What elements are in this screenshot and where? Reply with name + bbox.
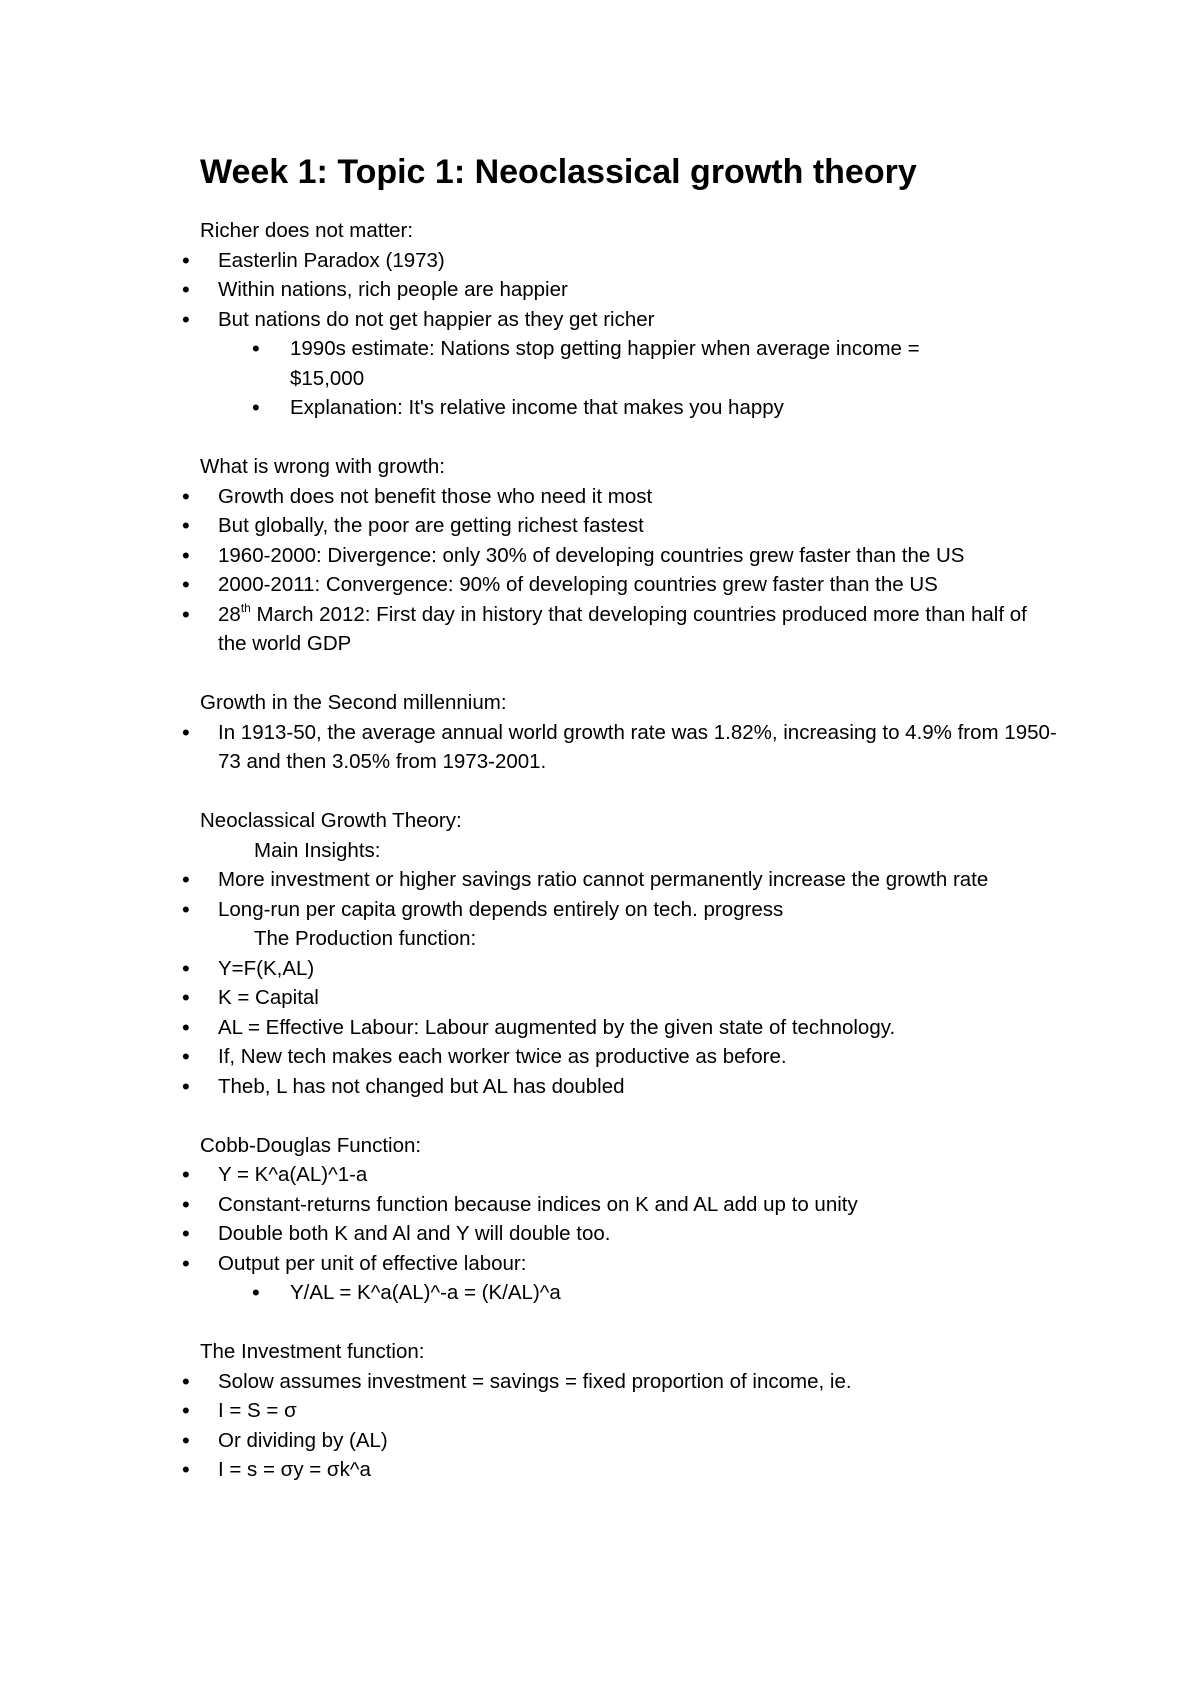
bullet-icon: • — [182, 1044, 190, 1069]
bullet-icon: • — [182, 1221, 190, 1246]
bullet-icon: • — [182, 1368, 190, 1394]
list-item: • Y=F(K,AL) — [218, 954, 1058, 984]
list-item: • In 1913-50, the average annual world growth rate was 1.82%, increasing to 4.9% from 1950-73 and then 3.05% from 1973-2001. — [182, 719, 1057, 773]
list-item: • Output per unit of effective labour: — [218, 1249, 1058, 1279]
bullet-icon: • — [182, 572, 190, 597]
list-item: • Or dividing by (AL) — [218, 1426, 1058, 1456]
list-item: • 2000-2011: Convergence: 90% of developing countries grew faster than the US — [218, 570, 1058, 600]
page-title: Week 1: Topic 1: Neoclassical growth theory — [200, 153, 917, 191]
list-item: • 28th March 2012: First day in history that developing countries produced more than half of the world GDP — [182, 600, 1027, 655]
list-item: • I = S = σ — [218, 1396, 1058, 1426]
sub-list-item: • Explanation: It's relative income that makes you happy — [290, 393, 990, 423]
bullet-icon: • — [182, 1191, 190, 1217]
bullet-icon: • — [182, 985, 190, 1010]
section-heading-wrong-growth: What is wrong with growth: — [200, 455, 445, 478]
list-item: • Double both K and Al and Y will double too. — [218, 1219, 1058, 1249]
bullet-icon: • — [182, 1014, 190, 1040]
bullet-icon: • — [182, 306, 190, 332]
section-heading-investment: The Investment function: — [200, 1340, 425, 1363]
list-item: • But nations do not get happier as they get richer — [218, 305, 1058, 335]
list-item: • Long-run per capita growth depends entirely on tech. progress — [218, 895, 1058, 925]
bullet-icon: • — [182, 1073, 190, 1099]
document-body — [0, 150, 1200, 1485]
list-item: • But globally, the poor are getting richest fastest — [218, 511, 1058, 541]
bullet-icon: • — [182, 955, 190, 981]
bullet-icon: • — [252, 336, 260, 361]
list-item: • Growth does not benefit those who need it most — [218, 482, 1058, 512]
list-item: • K = Capital — [218, 983, 1058, 1013]
bullet-icon: • — [182, 896, 190, 922]
bullet-icon: • — [182, 1427, 190, 1453]
bullet-icon: • — [182, 247, 190, 273]
bullet-icon: • — [182, 277, 190, 302]
bullet-icon: • — [182, 867, 190, 892]
bullet-icon: • — [182, 542, 190, 568]
bullet-icon: • — [182, 1457, 190, 1482]
bullet-icon: • — [182, 483, 190, 509]
bullet-icon: • — [182, 1398, 190, 1423]
sub-list-item: • 1990s estimate: Nations stop getting happier when average income = $15,000 — [252, 336, 920, 390]
bullet-icon: • — [252, 395, 260, 420]
list-item: • More investment or higher savings ratio cannot permanently increase the growth rate — [218, 865, 1058, 895]
bullet-icon: • — [182, 1162, 190, 1187]
list-item: • Constant-returns function because indices on K and AL add up to unity — [218, 1190, 1058, 1220]
bullet-icon: • — [252, 1280, 260, 1305]
section-heading-cobb-douglas: Cobb-Douglas Function: — [200, 1133, 422, 1157]
bullet-icon: • — [182, 601, 190, 627]
sub-list-item: • Y/AL = K^a(AL)^-a = (K/AL)^a — [290, 1278, 990, 1308]
bullet-icon: • — [182, 1250, 190, 1276]
list-item: • Solow assumes investment = savings = fixed proportion of income, ie. — [218, 1367, 1058, 1397]
list-item: • 1960-2000: Divergence: only 30% of developing countries grew faster than the US — [218, 541, 1058, 571]
section-heading-richer: Richer does not matter: — [200, 219, 414, 242]
subheading-main-insights: Main Insights: — [254, 838, 381, 862]
list-item: • If, New tech makes each worker twice as productive as before. — [218, 1042, 1058, 1072]
section-heading-second-millennium: Growth in the Second millennium: — [200, 691, 507, 714]
subheading-production-function: The Production function: — [254, 927, 477, 950]
list-item: • Easterlin Paradox (1973) — [218, 246, 1058, 276]
list-item: • Y = K^a(AL)^1-a — [218, 1160, 1058, 1190]
bullet-icon: • — [182, 719, 190, 745]
list-item: • Within nations, rich people are happier — [218, 275, 1058, 305]
list-item: • AL = Effective Labour: Labour augmented by the given state of technology. — [218, 1013, 1058, 1043]
section-heading-neoclassical: Neoclassical Growth Theory: — [200, 809, 462, 832]
bullet-icon: • — [182, 513, 190, 538]
list-item: • I = s = σy = σk^a — [218, 1455, 1058, 1485]
list-item: • Theb, L has not changed but AL has doubled — [218, 1072, 1058, 1102]
